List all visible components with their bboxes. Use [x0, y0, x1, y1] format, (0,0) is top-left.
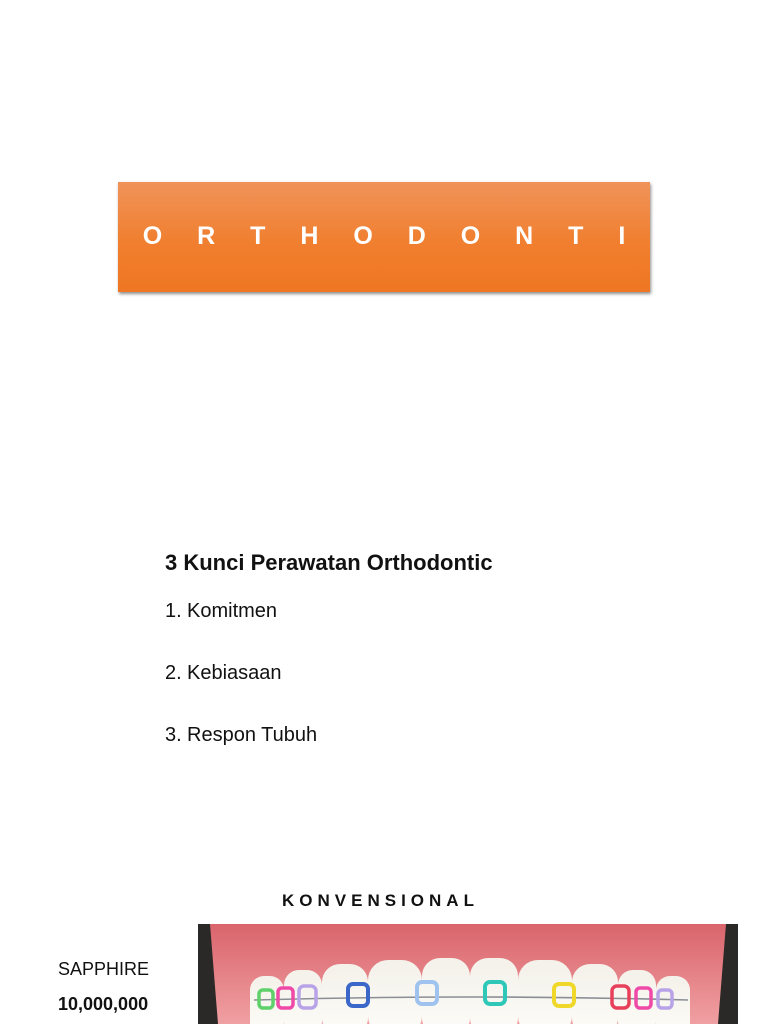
list-item-text: Respon Tubuh	[187, 724, 318, 746]
list-item-text: Kebiasaan	[187, 662, 282, 684]
braces-photo	[198, 924, 738, 1024]
tips-heading: 3 Kunci Perawatan Orthodontic	[165, 550, 493, 575]
list-item-text: Komitmen	[187, 600, 278, 622]
title-banner	[118, 182, 650, 292]
list-item	[165, 724, 317, 786]
braces-illustration	[198, 924, 738, 1024]
tips-list	[165, 600, 317, 786]
list-item	[165, 662, 317, 724]
section-title: KONVENSIONAL	[282, 891, 479, 910]
list-item-number: 1.	[165, 600, 182, 622]
product-price: 10,000,000	[58, 994, 149, 1014]
list-item	[165, 600, 317, 662]
list-item-number: 3.	[165, 724, 182, 746]
banner-title: O R T H O D O N T I	[142, 221, 640, 250]
list-item-number: 2.	[165, 662, 182, 684]
product-name: SAPPHIRE	[58, 959, 150, 979]
